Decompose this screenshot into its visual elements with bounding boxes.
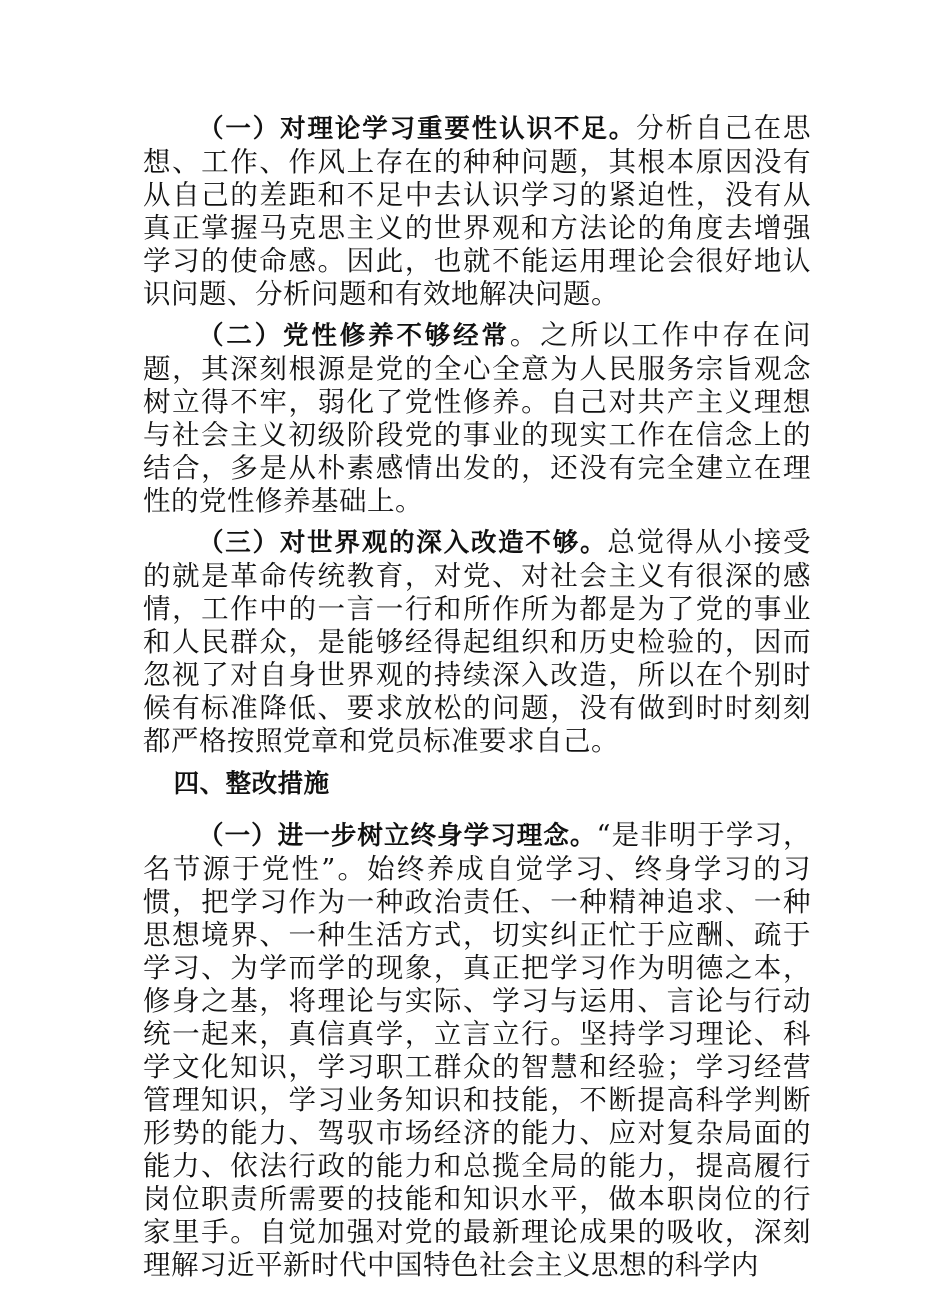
paragraph-3-lead: （三）对世界观的深入改造不够。: [198, 528, 608, 558]
paragraph-1-body: 分析自己在思想、工作、作风上存在的种种问题，其根本原因没有从自己的差距和不足中去认识学习的紧迫性，没有从真正掌握马克思主义的世界观和方法论的角度去增强学习的使命感。因此，也就不能运用理论会很好地认识问题、分析问题和有效地解决问题。: [143, 112, 811, 310]
paragraph-2: [143, 319, 811, 518]
section-heading: 四、整改措施: [173, 769, 330, 799]
paragraph-2-lead: （二）党性修养不够经常: [198, 321, 510, 351]
paragraph-1-lead: （一）对理论学习重要性认识不足。: [198, 114, 637, 144]
paragraph-2-body: 。之所以工作中存在问题，其深刻根源是党的全心全意为人民服务宗旨观念树立得不牢，弱化了党性修养。自己对共产主义理想与社会主义初级阶段党的事业的现实工作在信念上的结合，多是从朴素感情出发的，还没有完全建立在理性的党性修养基础上。: [143, 319, 811, 517]
paragraph-1: [143, 112, 811, 311]
paragraph-4-body: “是非明于学习，名节源于党性”。始终养成自觉学习、终身学习的习惯，把学习作为一种政治责任、一种精神追求、一种思想境界、一种生活方式，切实纠正忙于应酬、疏于学习、为学而学的现象，真正把学习作为明德之本，修身之基，将理论与实际、学习与运用、言论与行动统一起来，真信真学，立言立行。坚持学习理论、科学文化知识，学习职工群众的智慧和经验；学习经营管理知识，学习业务知识和技能，不断提高科学判断形势的能力、驾驭市场经济的能力、应对复杂局面的能力、依法行政的能力和总揽全局的能力，提高履行岗位职责所需要的技能和知识水平，做本职岗位的行家里手。自觉加强对党的最新理论成果的吸收，深刻理解习近平新时代中国特色社会主义思想的科学内: [143, 819, 811, 1281]
paragraph-3: [143, 526, 811, 758]
paragraph-4: [143, 819, 811, 1282]
paragraph-4-lead: （一）进一步树立终身学习理念。: [198, 821, 597, 851]
document-page: [143, 112, 811, 1290]
paragraph-3-body: 总觉得从小接受的就是革命传统教育，对党、对社会主义有很深的感情，工作中的一言一行和所作所为都是为了党的事业和人民群众，是能够经得起组织和历史检验的，因而忽视了对自身世界观的持续深入改造，所以在个别时候有标准降低、要求放松的问题，没有做到时时刻刻都严格按照党章和党员标准要求自己。: [143, 526, 811, 757]
